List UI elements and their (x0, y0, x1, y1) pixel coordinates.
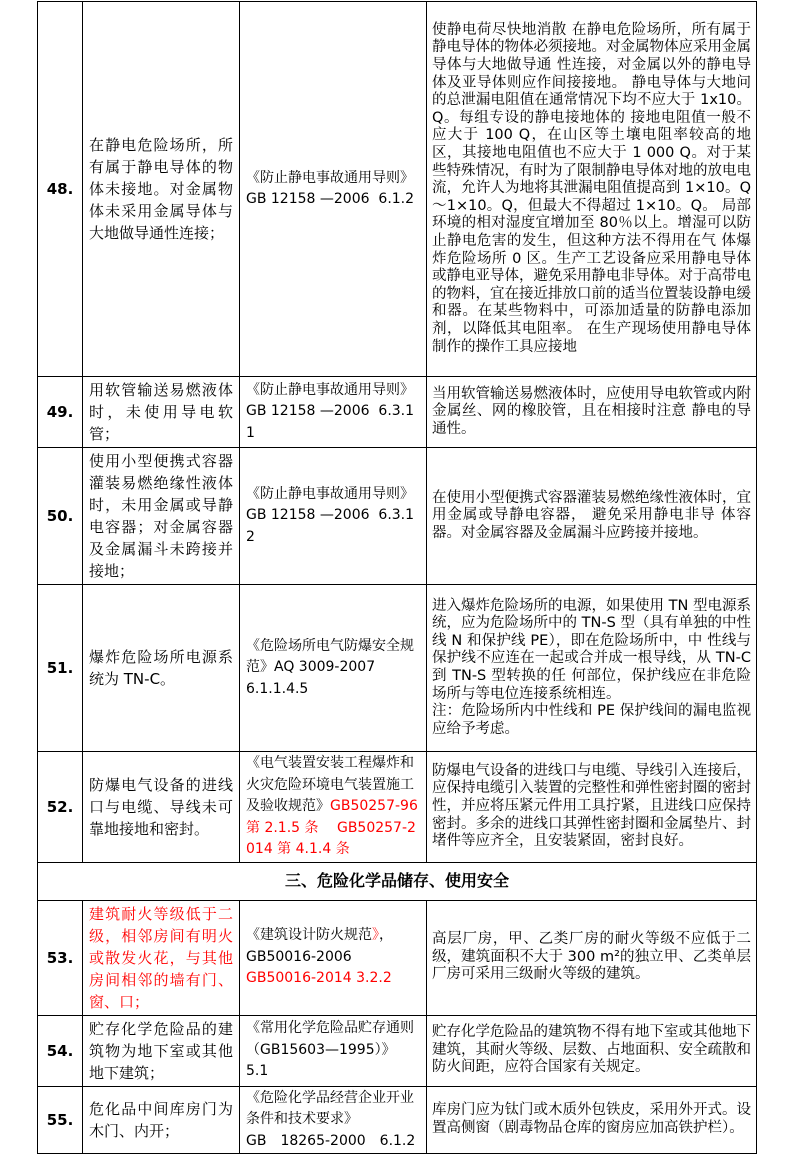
text-segment: ， (379, 927, 393, 944)
text-segment: 《防止静电事故通用导则》 (246, 381, 414, 398)
text-segment: 当用软管输送易燃液体时，应使用导电软管或内附金属丝、网的橡胶管，且在相接时注意 静电的导通性。 (432, 385, 751, 437)
text-segment: 注：危险场所内中性线和 PE 保护线间的漏电监视应给予考虑。 (432, 703, 751, 737)
row-number: 54. (38, 1015, 83, 1086)
row-number: 49. (38, 377, 83, 448)
row-number: 50. (38, 448, 83, 585)
requirement-detail-cell (427, 585, 757, 752)
text-segment: 《常用化学危险品贮存通则（GB15603—1995）》 (246, 1020, 414, 1058)
text-segment: GB 18265-2000 6.1.2 (246, 1132, 416, 1149)
text-segment: 《防止静电事故通用导则》 (246, 169, 414, 186)
issue-description-cell (83, 900, 240, 1015)
requirement-detail-cell (427, 448, 757, 585)
red-text-segment: GB50016-2014 3.2.2 (246, 970, 392, 987)
section-header-row (38, 862, 757, 900)
standard-reference-cell (240, 448, 427, 585)
text-segment: 《建筑设计防火规范 (246, 927, 372, 944)
row-number: 51. (38, 585, 83, 752)
text-segment: 《防止静电事故通用导则》 (246, 485, 414, 502)
finding-row (38, 1086, 757, 1154)
issue-description-cell (83, 377, 240, 448)
red-text-segment: 建筑耐火等级低于二级，相邻房间有明火或散发火花，与其他房间相邻的墙有门、窗、口； (89, 904, 233, 1011)
text-segment: 使用小型便携式容器灌装易燃绝缘性液体时，未用金属或导静电容器；对金属容器及金属漏斗未跨接并接地； (89, 452, 233, 580)
issue-description-cell (83, 1086, 240, 1154)
finding-row (38, 585, 757, 752)
finding-row (38, 900, 757, 1015)
section-header: 三、危险化学品储存、使用安全 (38, 862, 757, 900)
text-segment: 《电气装置安装工程爆炸和火灾危险环境电气装置施工及验收规范》 (246, 755, 414, 814)
row-number: 53. (38, 900, 83, 1015)
standard-reference-cell (240, 585, 427, 752)
finding-row (38, 1015, 757, 1086)
text-segment: 高层厂房，甲、乙类厂房的耐火等级不应低于二级，建筑面积不大于 300 m²的独立甲、乙类单层厂房可采用三级耐火等级的建筑。 (432, 931, 751, 983)
standard-reference-cell (240, 2, 427, 377)
finding-row (38, 2, 757, 377)
text-segment: 库房门应为钛门或木质外包铁皮，采用外开式。设置高侧窗（剧毒物品仓库的窗房应加高铁护栏）。 (432, 1102, 751, 1136)
text-segment: GB50016-2006 (246, 948, 352, 965)
text-segment: GB 12158 —2006 6.3.11 (246, 403, 415, 441)
red-text-segment: GB50257-96 第 2.1.5 条 GB50257-2014 第 4.1.4 条 (246, 798, 423, 857)
finding-row (38, 448, 757, 585)
issue-description-cell (83, 585, 240, 752)
issue-description-cell (83, 752, 240, 863)
finding-row (38, 752, 757, 863)
standard-reference-cell (240, 377, 427, 448)
requirement-detail-cell (427, 900, 757, 1015)
standard-reference-cell (240, 1086, 427, 1154)
requirement-detail-cell (427, 2, 757, 377)
standard-reference-cell (240, 752, 427, 863)
text-segment: 在静电危险场所，所有属于静电导体的物体未接地。对金属物体未采用金属导体与大地做导通性连接； (89, 136, 233, 242)
issue-description-cell (83, 2, 240, 377)
text-segment: 贮存化学危险品的建筑物为地下室或其他地下建筑； (89, 1019, 233, 1082)
requirement-detail-cell (427, 377, 757, 448)
text-segment: 危化品中间库房门为木门、内开； (89, 1099, 233, 1140)
text-segment: 5.1 (246, 1063, 269, 1080)
standard-reference-cell (240, 1015, 427, 1086)
safety-findings-table (37, 1, 757, 1154)
red-text-segment: 》 (372, 927, 379, 944)
text-segment: 《危险化学品经营企业开业条件和技术要求》 (246, 1089, 414, 1127)
findings-table-body (38, 2, 757, 1154)
text-segment: 爆炸危险场所电源系统为 TN-C。 (89, 648, 233, 688)
text-segment: 进入爆炸危险场所的电源，如果使用 TN 型电源系统，应为危险场所中的 TN-S 型（具有单独的中性线 N 和保护线 PE），即在危险场所中，中 性线与保护线不应连在一起或合并成一根导线，从 TN-C 到 TN-S 型转换的任 何部位，保护线应在非危险场所与等电位连接系统相连。 (432, 597, 756, 702)
requirement-detail-cell (427, 1015, 757, 1086)
text-segment: 防爆电气设备的进线口与电缆、导线未可靠地接地和密封。 (89, 775, 233, 838)
text-segment: GB 12158 —2006 6.1.2 (246, 191, 415, 207)
requirement-detail-cell (427, 1086, 757, 1154)
requirement-detail-cell (427, 752, 757, 863)
text-segment: 防爆电气设备的进线口与电缆、导线引入连接后，应保持电缆引入装置的完整性和弹性密封圈的密封性，并应将压紧元件用工具拧紧，且进线口应保持密封。多余的进线口其弹性密封圈和金属垫片、封堵件等应齐全，且安装紧固，密封良好。 (432, 762, 751, 850)
standard-reference-cell (240, 900, 427, 1015)
text-segment: GB 12158 —2006 6.3.12 (246, 507, 415, 545)
issue-description-cell (83, 448, 240, 585)
issue-description-cell (83, 1015, 240, 1086)
text-segment: 《危险场所电气防爆安全规范》AQ 3009-2007 (246, 637, 414, 676)
row-number: 48. (38, 2, 83, 377)
text-segment: 贮存化学危险品的建筑物不得有地下室或其他地下建筑，其耐火等级、层数、占地面积、安全疏散和防火间距，应符合国家有关规定。 (432, 1024, 751, 1076)
text-segment: 使静电荷尽快地消散 在静电危险场所，所有属于静电导体的物体必须接地。对金属物体应采用金属导体与大地做导通 性连接，对金属以外的静电导体及亚导体则应作间接接地。 静电导体与大地问的总泄漏电阻值在通常情况下均不应大于 1x10。Q。每组专设的静电接地体的 接地电阻值一般不应大于 100 Q，在山区等土壤电阻率较高的地区，其接地电阻值也不应大于 1 000 Q。对于某些特殊情况，有时为了限制静电导体对地的放电电流，允许人为地将其泄漏电阻值提高到 1×10。Q～1×10。Q，但最大不得超过 1×10。Q。 局部环境的相对湿度宜增加至 80％以上。增湿可以防止静电危害的发生，但这种方法不得用在气 体爆炸危险场所 0 区。生产工艺设备应采用静电导体或静电亚导体，避免采用静电非导体。对于高带电的物料，宜在接近排放口前的适当位置装设静电缓和器。在某些物料中，可添加适量的防静电添加剂，以降低其电阻率。 在生产现场使用静电导体制作的操作工具应接地 (432, 21, 751, 355)
text-segment: 用软管输送易燃液体时，未使用导电软管； (89, 381, 233, 443)
text-segment: 在使用小型便携式容器灌装易燃绝缘性液体时，宜用金属或导静电容器， 避免采用静电非导 体容器。对金属容器及金属漏斗应跨接并接地。 (432, 489, 751, 541)
finding-row (38, 377, 757, 448)
row-number: 55. (38, 1086, 83, 1154)
row-number: 52. (38, 752, 83, 863)
text-segment: 6.1.1.4.5 (246, 680, 309, 697)
